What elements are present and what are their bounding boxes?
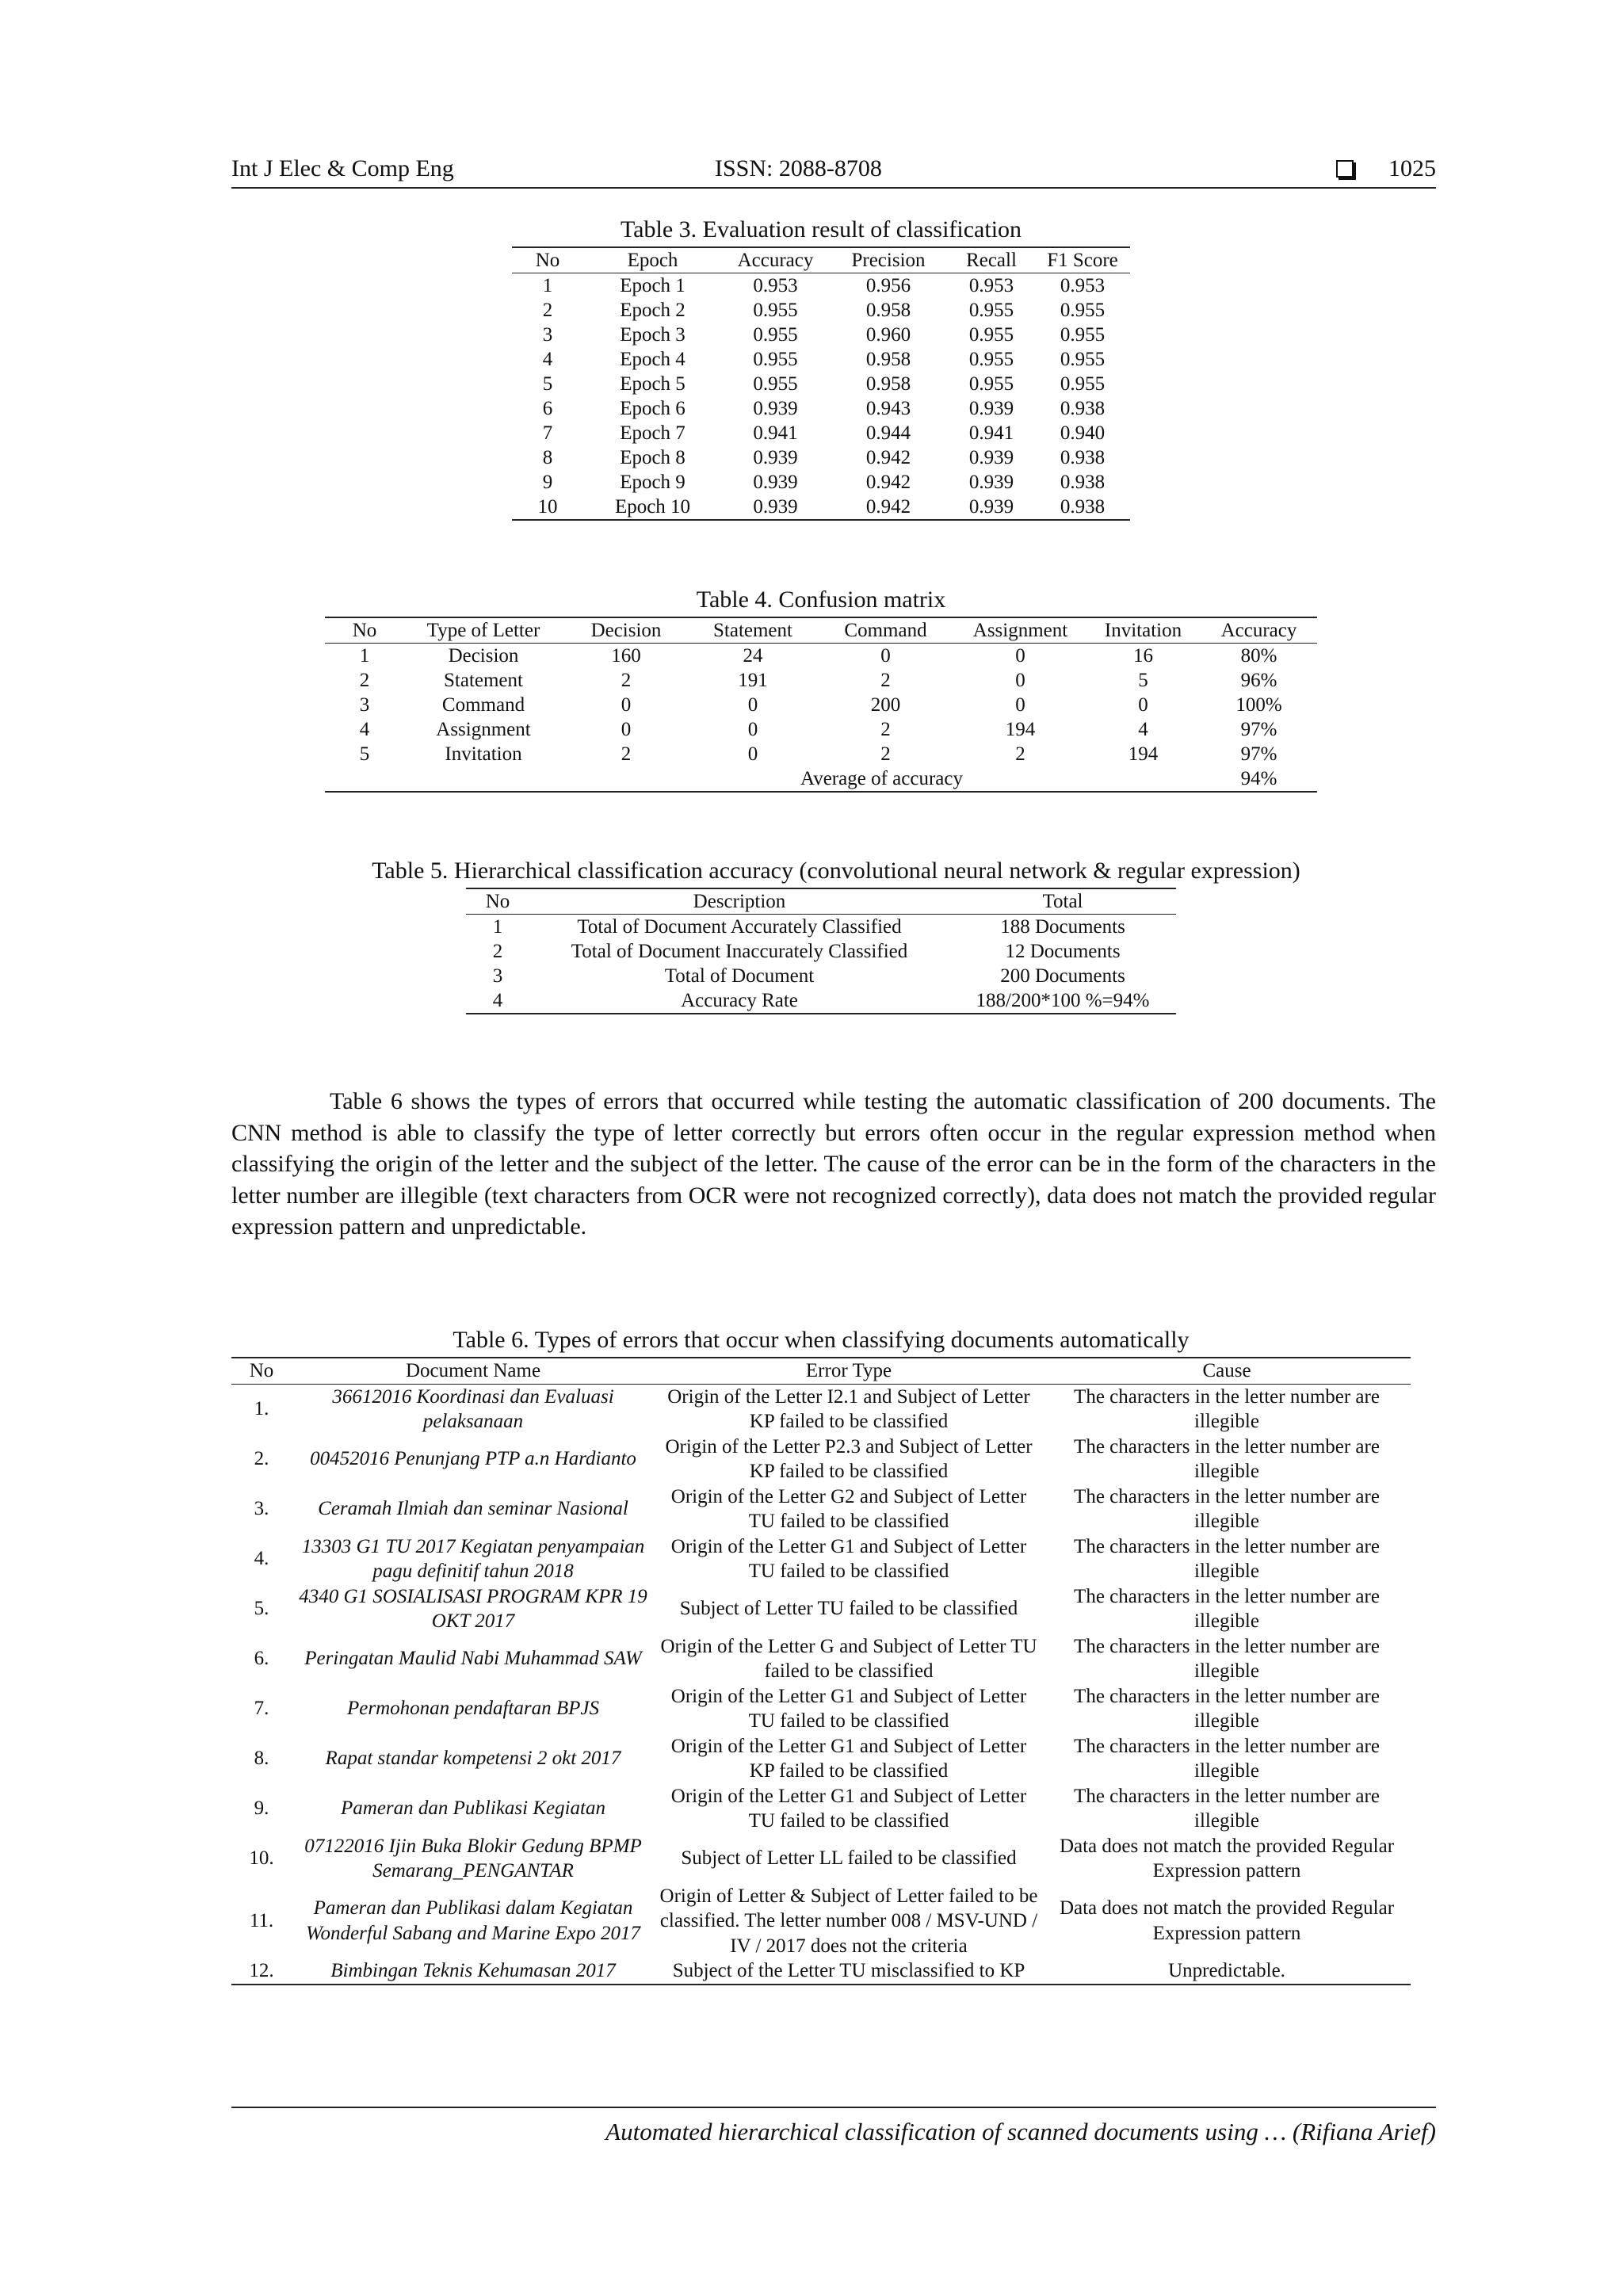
table4-cell: 100% [1235, 694, 1282, 716]
table3-cell: 10 [512, 495, 583, 520]
table3-cell: 0.955 [1060, 300, 1106, 321]
table5-cell: 1 [492, 916, 503, 938]
table6-cell: 12. [231, 1958, 292, 1985]
table3-cell: Epoch 6 [620, 398, 685, 419]
square-icon [1336, 160, 1354, 178]
table3-header-cell: F1 Score [1035, 247, 1130, 273]
table4-cell: 3 [359, 694, 370, 716]
table4-cell: 80% [1240, 645, 1277, 667]
table6-cell: The characters in the letter number are illegible [1074, 1535, 1380, 1582]
table6-cell: 9. [254, 1797, 269, 1820]
table4-cell: 191 [738, 670, 768, 691]
table5-header-cell: Total [949, 888, 1176, 915]
table6-row [231, 1534, 1411, 1584]
table3-cell: 0.955 [968, 349, 1014, 370]
table3-cell: 0.955 [753, 300, 798, 321]
table5-caption: Table 5. Hierarchical classification accuracy (convolutional neural network & regular expression) [372, 858, 1300, 884]
table3-cell: 0.938 [1060, 398, 1106, 419]
table4-cell: Assignment [436, 719, 531, 740]
table5-cell: Total of Document [664, 965, 815, 987]
table4-cell: 200 [870, 694, 901, 716]
table3-cell: Epoch 3 [620, 324, 685, 346]
table3-cell: 1 [542, 275, 553, 296]
table4-cell: 97% [1240, 719, 1277, 740]
table4-row [325, 668, 1317, 693]
table4-average-value: 94% [1201, 766, 1317, 792]
table3-cell: Epoch 8 [620, 447, 685, 468]
table6-row [231, 1584, 1411, 1634]
table6-cell: Origin of the Letter G1 and Subject of Letter TU failed to be classified [670, 1685, 1027, 1732]
table6-row [231, 1484, 1411, 1534]
table4-cell: 2 [880, 719, 891, 740]
table3-cell: Epoch 9 [620, 472, 685, 493]
table3-cell: 7 [542, 422, 553, 444]
page-header [231, 155, 1436, 189]
table6-cell: 2. [254, 1448, 269, 1470]
table5 [466, 888, 1176, 1014]
table3-cell: 9 [542, 472, 553, 493]
table6-cell: The characters in the letter number are illegible [1074, 1385, 1380, 1432]
table4-row [325, 717, 1317, 742]
table3-cell: 0.938 [1060, 447, 1106, 468]
table4-cell: 0 [747, 719, 758, 740]
table6 [231, 1357, 1411, 1985]
table4-cell: 2 [1015, 743, 1025, 765]
table3-row [512, 396, 1130, 421]
table3-cell: 0.942 [865, 472, 911, 493]
table3-cell: 0.939 [968, 447, 1014, 468]
table3-cell: 0.943 [865, 398, 911, 419]
table3-cell: 0.955 [753, 324, 798, 346]
table3-cell: Epoch 1 [620, 275, 685, 296]
table6-row [231, 1884, 1411, 1959]
table6-cell: 10. [249, 1847, 274, 1870]
table4-cell: 0 [747, 694, 758, 716]
table5-cell: Total of Document Inaccurately Classified [571, 941, 908, 962]
table6-cell: Pameran dan Publikasi dalam Kegiatan Wonderful Sabang and Marine Expo 2017 [306, 1897, 640, 1944]
table3-cell: 0.941 [753, 422, 798, 444]
table5-row [466, 988, 1176, 1014]
table3-cell: 0.939 [753, 398, 798, 419]
table4-cell: 0 [621, 694, 632, 716]
table3-cell: 6 [542, 398, 553, 419]
table4-row [325, 644, 1317, 669]
table3-header-cell: Epoch [583, 247, 722, 273]
table5-row [466, 939, 1176, 964]
table6-cell: 00452016 Penunjang PTP a.n Hardianto [310, 1448, 636, 1470]
journal-name: Int J Elec & Comp Eng [231, 155, 454, 181]
table6-row [231, 1435, 1411, 1484]
table4-cell: 194 [1128, 743, 1159, 765]
table4-cell: 16 [1133, 645, 1153, 667]
table4-cell: 2 [621, 743, 632, 765]
table3-cell: 0.953 [968, 275, 1014, 296]
table5-cell: 4 [466, 988, 529, 1014]
table6-cell: Origin of Letter & Subject of Letter failed to be classified. The letter number 008 / MSV-UND / IV / 2017 does not the criteria [659, 1885, 1038, 1957]
table4-cell: 4 [359, 719, 370, 740]
table6-row [231, 1634, 1411, 1684]
table3-cell: 0.955 [1060, 373, 1106, 395]
table3-row [512, 445, 1130, 470]
table3-cell: 0.958 [865, 373, 911, 395]
table4-cell: Decision [448, 645, 519, 667]
table5-cell: 2 [492, 941, 503, 962]
table6-cell: Subject of the Letter TU misclassified to KP [655, 1958, 1043, 1985]
table3-cell: 0.955 [753, 349, 798, 370]
table6-cell: Subject of Letter TU failed to be classified [679, 1598, 1018, 1620]
table4-cell: 2 [359, 670, 370, 691]
table6-cell: The characters in the letter number are illegible [1074, 1685, 1380, 1732]
table5-cell: Total of Document Accurately Classified [577, 916, 902, 938]
table4-header-cell: Type of Letter [404, 617, 563, 644]
table6-cell: 4340 G1 SOSIALISASI PROGRAM KPR 19 OKT 2017 [299, 1585, 647, 1632]
table6-cell: 5. [254, 1598, 269, 1620]
table4-header-cell: Accuracy [1201, 617, 1317, 644]
table6-cell: 7. [254, 1698, 269, 1720]
table4-row [325, 693, 1317, 717]
table6-cell: Origin of the Letter G1 and Subject of Letter TU failed to be classified [670, 1535, 1027, 1582]
paragraph-text: Table 6 shows the types of errors that occurred while testing the automatic classification of 200 documents. The CNN method is able to classify the type of letter correctly but errors often occur in the regular expression method when classifying the origin of the letter and the subject of the letter. The cause of the error can be in the form of the characters in the letter number are illegible (text characters from OCR were not recognized correctly), data does not match the provided regular expression pattern and unpredictable. [231, 1088, 1436, 1240]
table4-cell: 24 [743, 645, 763, 667]
table3-cell: 0.939 [948, 495, 1035, 520]
table6-cell: The characters in the letter number are illegible [1074, 1485, 1380, 1532]
table6-cell: Peringatan Maulid Nabi Muhammad SAW [304, 1648, 642, 1670]
table6-cell: Origin of the Letter G1 and Subject of Letter KP failed to be classified [670, 1735, 1027, 1782]
table3-cell: 0.939 [753, 472, 798, 493]
table3-cell: 0.942 [865, 447, 911, 468]
table3-cell: 0.958 [865, 349, 911, 370]
table3-cell: 0.955 [1060, 349, 1106, 370]
table5-cell: 12 Documents [1005, 941, 1121, 962]
table3-cell: 0.955 [753, 373, 798, 395]
table6-cell: Data does not match the provided Regular Expression pattern [1059, 1835, 1395, 1881]
issn: ISSN: 2088-8708 [715, 155, 882, 181]
table4-cell: 4 [1138, 719, 1148, 740]
table4-caption: Table 4. Confusion matrix [696, 586, 946, 613]
table6-caption: Table 6. Types of errors that occur when classifying documents automatically [453, 1327, 1190, 1353]
table3-caption: Table 3. Evaluation result of classification [620, 216, 1022, 243]
page-number: 1025 [1388, 155, 1436, 181]
table4-cell: 0 [747, 743, 758, 765]
table3-cell: 0.938 [1035, 495, 1130, 520]
table3-cell: 8 [542, 447, 553, 468]
table4-cell: 97% [1240, 743, 1277, 765]
table4-cell: 0 [621, 719, 632, 740]
table3-cell: Epoch 5 [620, 373, 685, 395]
table3-row [512, 372, 1130, 396]
table6-row [231, 1734, 1411, 1784]
table4-header-cell: Command [816, 617, 955, 644]
table3-cell: 3 [542, 324, 553, 346]
table3-cell: 0.955 [968, 373, 1014, 395]
page-footer: Automated hierarchical classification of scanned documents using … (Rifiana Arief) [231, 2107, 1436, 2146]
table6-header-cell: Document Name [292, 1358, 655, 1384]
table3-header-cell: Recall [948, 247, 1035, 273]
table6-header-cell: Cause [1043, 1358, 1411, 1384]
table4-header-cell: Statement [689, 617, 816, 644]
table6-row [231, 1684, 1411, 1734]
table6-cell: Ceramah Ilmiah dan seminar Nasional [318, 1498, 628, 1520]
table6-cell: 07122016 Ijin Buka Blokir Gedung BPMP Semarang_PENGANTAR [304, 1835, 642, 1881]
table5-cell: 3 [492, 965, 503, 987]
table4-cell: 96% [1240, 670, 1277, 691]
table6-cell: Bimbingan Teknis Kehumasan 2017 [292, 1958, 655, 1985]
table6-cell: 13303 G1 TU 2017 Kegiatan penyampaian pagu definitif tahun 2018 [301, 1535, 645, 1582]
table3-cell: 5 [542, 373, 553, 395]
table4 [325, 617, 1317, 793]
table3-cell: 0.940 [1060, 422, 1106, 444]
table3-row [512, 347, 1130, 372]
table4-blank-cell [325, 766, 563, 792]
table6-row [231, 1384, 1411, 1435]
table3-row [512, 298, 1130, 323]
table3-row [512, 421, 1130, 445]
table4-cell: 2 [880, 670, 891, 691]
table6-cell: The characters in the letter number are illegible [1074, 1635, 1380, 1682]
table4-header-cell: No [325, 617, 404, 644]
table6-cell: Data does not match the provided Regular Expression pattern [1059, 1897, 1395, 1944]
table3-row [512, 273, 1130, 299]
table4-cell: 2 [880, 743, 891, 765]
table4-cell: 5 [1138, 670, 1148, 691]
table6-cell: The characters in the letter number are illegible [1074, 1585, 1380, 1632]
table3-cell: 0.953 [753, 275, 798, 296]
table3-cell: 0.939 [968, 398, 1014, 419]
table3-cell: 0.960 [865, 324, 911, 346]
table3-row [512, 323, 1130, 347]
table3-cell: 0.956 [865, 275, 911, 296]
table4-average-row [325, 766, 1317, 792]
table3-header-cell: No [512, 247, 583, 273]
table6-cell: Pameran dan Publikasi Kegiatan [341, 1797, 605, 1820]
table4-row [325, 742, 1317, 766]
table6-cell: Permohonan pendaftaran BPJS [346, 1698, 599, 1720]
table4-header-cell: Assignment [955, 617, 1086, 644]
table3-cell: 0.955 [968, 324, 1014, 346]
table3-cell: 0.941 [968, 422, 1014, 444]
body-paragraph [231, 1086, 1436, 1243]
table4-cell: Statement [444, 670, 523, 691]
table4-header-cell: Decision [563, 617, 689, 644]
table6-cell: 3. [254, 1498, 269, 1520]
table3-cell: 0.955 [1060, 324, 1106, 346]
table6-cell: 36612016 Koordinasi dan Evaluasi pelaksanaan [332, 1385, 614, 1432]
table6-row [231, 1834, 1411, 1884]
table4-cell: 0 [1015, 694, 1025, 716]
table6-cell: Subject of Letter LL failed to be classified [681, 1847, 1017, 1870]
table3-cell: 0.958 [865, 300, 911, 321]
table3-cell: 4 [542, 349, 553, 370]
table3-row [512, 470, 1130, 495]
table5-header-cell: No [466, 888, 529, 915]
table6-header-cell: Error Type [655, 1358, 1043, 1384]
table6-cell: The characters in the letter number are illegible [1074, 1735, 1380, 1782]
table3-cell: Epoch 10 [583, 495, 722, 520]
table3-cell: 0.944 [865, 422, 911, 444]
table6-cell: Origin of the Letter G1 and Subject of Letter TU failed to be classified [670, 1785, 1027, 1832]
table4-cell: Invitation [445, 743, 522, 765]
table3-cell: Epoch 7 [620, 422, 685, 444]
table6-cell: Origin of the Letter G and Subject of Letter TU failed to be classified [660, 1635, 1037, 1682]
table3-cell: Epoch 4 [620, 349, 685, 370]
table6-cell: Origin of the Letter I2.1 and Subject of Letter KP failed to be classified [667, 1385, 1030, 1432]
table4-average-label: Average of accuracy [563, 766, 1201, 792]
table3-cell: 0.939 [722, 495, 829, 520]
table3-cell: 0.953 [1060, 275, 1106, 296]
table3-row [512, 495, 1130, 520]
table3-cell: 2 [542, 300, 553, 321]
table6-header-cell: No [231, 1358, 292, 1384]
table6-cell: 8. [254, 1748, 269, 1770]
table6-cell: Origin of the Letter P2.3 and Subject of Letter KP failed to be classified [665, 1435, 1033, 1482]
table4-cell: 5 [359, 743, 370, 765]
table4-cell: 0 [1138, 694, 1148, 716]
table3-cell: 0.955 [968, 300, 1014, 321]
table3-cell: 0.939 [753, 447, 798, 468]
table5-header-cell: Description [529, 888, 949, 915]
table6-cell: 6. [254, 1648, 269, 1670]
table4-cell: 0 [1015, 645, 1025, 667]
table6-cell: Origin of the Letter G2 and Subject of Letter TU failed to be classified [670, 1485, 1027, 1532]
table5-cell: 188 Documents [1000, 916, 1125, 938]
table6-cell: The characters in the letter number are illegible [1074, 1785, 1380, 1832]
table6-row [231, 1784, 1411, 1834]
table3-header-cell: Precision [829, 247, 948, 273]
table5-cell: Accuracy Rate [529, 988, 949, 1014]
table6-cell: 1. [254, 1398, 269, 1420]
table6-cell: The characters in the letter number are illegible [1074, 1435, 1380, 1482]
table5-row [466, 964, 1176, 988]
table4-header-cell: Invitation [1086, 617, 1201, 644]
table5-row [466, 915, 1176, 940]
table4-cell: Command [441, 694, 525, 716]
table3-cell: 0.942 [829, 495, 948, 520]
table6-cell: 4. [254, 1548, 269, 1570]
table4-cell: 0 [1015, 670, 1025, 691]
table4-cell: 0 [880, 645, 891, 667]
table5-cell: 200 Documents [1000, 965, 1125, 987]
table6-row [231, 1958, 1411, 1985]
page-number-group [1336, 155, 1436, 182]
table3-header-cell: Accuracy [722, 247, 829, 273]
table3-cell: Epoch 2 [620, 300, 685, 321]
table4-cell: 1 [359, 645, 370, 667]
table3-cell: 0.938 [1060, 472, 1106, 493]
table3 [512, 246, 1130, 521]
table5-cell: 188/200*100 %=94% [949, 988, 1176, 1014]
table6-cell: 11. [249, 1910, 274, 1931]
table4-cell: 194 [1005, 719, 1036, 740]
table3-cell: 0.939 [968, 472, 1014, 493]
table4-cell: 160 [611, 645, 641, 667]
table4-cell: 2 [621, 670, 632, 691]
table6-cell: Rapat standar kompetensi 2 okt 2017 [325, 1748, 621, 1770]
table6-cell: Unpredictable. [1043, 1958, 1411, 1985]
